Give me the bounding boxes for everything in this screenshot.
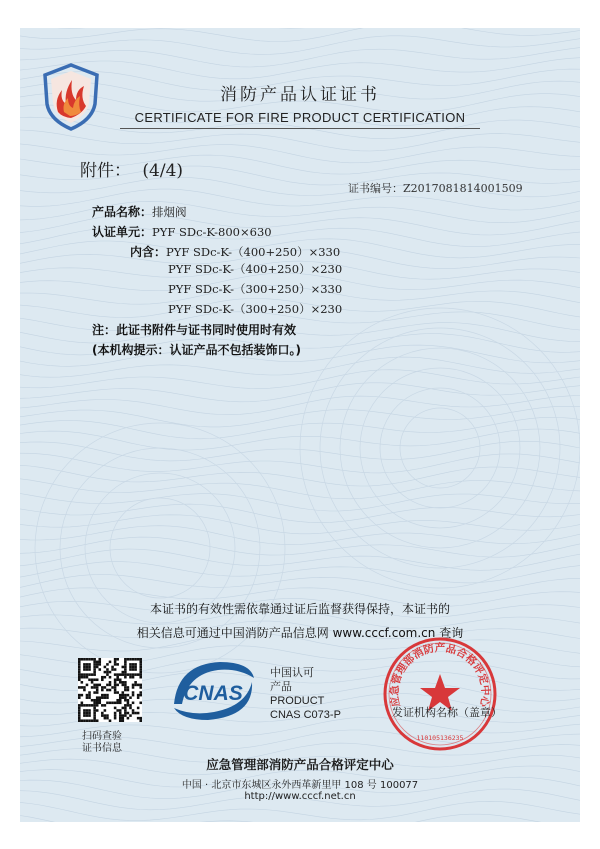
cert-unit-row bbox=[92, 221, 272, 240]
cnas-text-block bbox=[270, 666, 341, 722]
cnas-logo bbox=[168, 658, 258, 724]
contents-item: PYF SDc-K-（300+250）×230 bbox=[168, 302, 343, 316]
cert-unit-value: PYF SDc-K-800×630 bbox=[152, 225, 272, 239]
product-name-row bbox=[92, 201, 187, 220]
validity-note: 注：此证书附件与证书同时使用时有效 bbox=[92, 323, 297, 337]
footer-org: 应急管理部消防产品合格评定中心 bbox=[206, 757, 394, 772]
validity-statement-line: 相关信息可通过中国消防产品信息网 www.cccf.com.cn 查询 bbox=[136, 626, 464, 640]
cnas-logo-text: CNAS bbox=[183, 682, 243, 705]
contents-row bbox=[130, 241, 340, 260]
seal-number: 110105136235 bbox=[416, 734, 464, 742]
contents-item: PYF SDc-K-（300+250）×330 bbox=[168, 282, 343, 296]
validity-statement-line: 本证书的有效性需依靠通过证后监督获得保持，本证书的 bbox=[149, 602, 450, 616]
cnas-line: PRODUCT bbox=[270, 695, 325, 707]
qr-caption: 证书信息 bbox=[82, 743, 122, 754]
attachment-label: 附件： bbox=[80, 161, 131, 181]
product-name-value: 排烟阀 bbox=[152, 205, 187, 219]
title-chinese: 消防产品认证证书 bbox=[220, 85, 380, 105]
certificate-number: 证书编号：Z2017081814001509 bbox=[348, 182, 523, 195]
contents-item: PYF SDc-K-（400+250）×230 bbox=[168, 262, 343, 276]
issuer-label: 发证机构名称（盖章） bbox=[392, 706, 502, 719]
contents-label: 内含： bbox=[130, 245, 167, 259]
attachment-heading bbox=[80, 156, 183, 181]
certificate-sheet bbox=[20, 28, 580, 822]
qr-code[interactable] bbox=[78, 658, 142, 722]
agency-reminder: (本机构提示：认证产品不包括装饰口。) bbox=[92, 343, 301, 357]
attachment-page: (4/4) bbox=[142, 161, 184, 181]
footer-address: 中国 · 北京市东城区永外西革新里甲 108 号 100077 bbox=[181, 780, 419, 791]
product-name-label: 产品名称： bbox=[92, 205, 153, 219]
title-english: CERTIFICATE FOR FIRE PRODUCT CERTIFICATION bbox=[134, 110, 466, 125]
title-rule bbox=[120, 128, 480, 129]
cert-unit-label: 认证单元： bbox=[92, 225, 153, 239]
footer-url[interactable]: http://www.cccf.net.cn bbox=[244, 791, 356, 802]
cnas-line: CNAS C073-P bbox=[270, 709, 341, 721]
official-seal bbox=[382, 636, 498, 752]
contents-item: PYF SDc-K-（400+250）×330 bbox=[166, 245, 341, 259]
cnas-line: 产品 bbox=[270, 681, 292, 693]
qr-caption: 扫码查验 bbox=[82, 731, 122, 742]
cnas-line: 中国认可 bbox=[270, 667, 314, 679]
seal-ring-path: 应急管理部消防产品合格评定中心 bbox=[388, 642, 492, 708]
